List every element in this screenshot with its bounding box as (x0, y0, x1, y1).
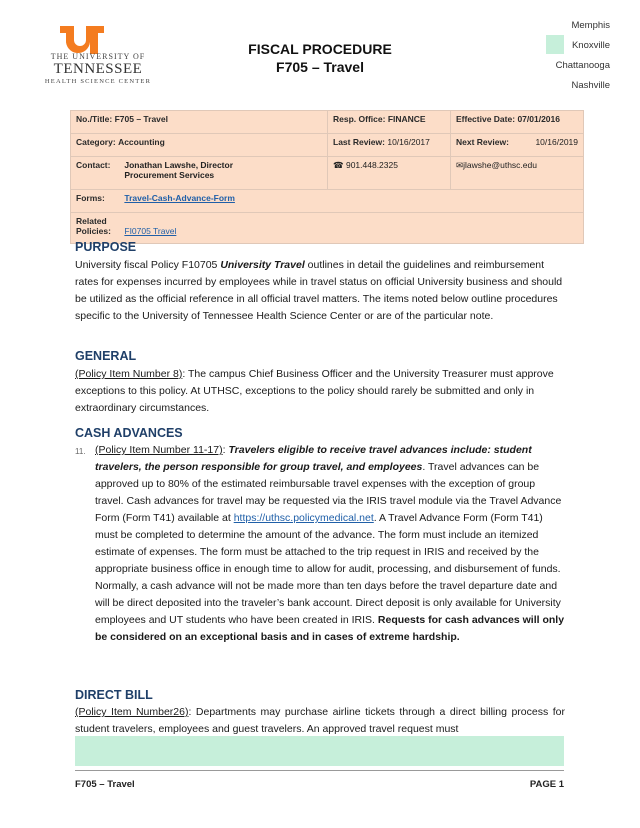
phone-number: 901.448.2325 (345, 160, 398, 170)
last-review-value: 10/16/2017 (387, 137, 430, 147)
direct-bill-policy-ref: (Policy Item Number26) (75, 706, 189, 718)
next-review-cell (451, 134, 584, 157)
related-label-line2: Policies: (76, 226, 111, 236)
related-label (76, 216, 122, 236)
cash-eligibility: Travelers eligible to receive travel advances include: student travelers, the person responsible for group travel, and employees (95, 444, 532, 473)
logo-line2: TENNESSEE (53, 61, 143, 77)
title-line2: F705 – Travel (276, 59, 364, 75)
campus-list (556, 16, 610, 96)
uthsc-logo (28, 24, 168, 86)
footer-page-number: PAGE 1 (529, 779, 564, 790)
resp-office-label: Resp. Office: (333, 114, 386, 124)
resp-office-cell (328, 111, 451, 134)
cash-policy-ref: (Policy Item Number 11-17) (95, 444, 223, 456)
campus-nashville: Nashville (571, 80, 610, 91)
footer-doc-title: F705 – Travel (75, 779, 135, 790)
category-label: Category: (76, 137, 116, 147)
forms-cell (71, 190, 584, 213)
next-review-label: Next Review: (456, 137, 509, 147)
phone-cell (328, 157, 451, 190)
resp-office-value: FINANCE (387, 114, 426, 124)
footer-divider (75, 770, 564, 771)
effective-value: 07/01/2016 (517, 114, 560, 124)
campus-memphis: Memphis (571, 20, 610, 31)
phone-icon: ☎ (333, 160, 344, 170)
cash-text-2: . A Travel Advance Form (Form T41) must be completed to determine the amount of the advance. The form must include an itemized estimate of expenses. The form must be attached to the trip request in IRIS and received by the appropriate business office in enough time to allow for audit, processing, and disbursement of funds. Normally, a cash advance will not be made more than ten days before the travel departure date and will be direct deposited into the traveler’s bank account. Direct deposit is only available for University employees and UT students who have been created in IRIS. (95, 512, 561, 626)
policymedical-link[interactable]: https://uthsc.policymedical.net (233, 512, 374, 524)
purpose-text-1: University fiscal Policy F10705 (75, 259, 221, 271)
forms-link[interactable]: Travel-Cash-Advance-Form (124, 193, 235, 203)
cash-text-1: . Travel advances can be approved up to 80% of the estimated reimbursable travel expenses with the exception of group travel. Cash advances for travel may be requested via the IRIS travel module via the Travel Advance Form (Form T41) available at (95, 461, 562, 524)
contact-cell (71, 157, 328, 190)
logo-line3: HEALTH SCIENCE CENTER (44, 78, 152, 85)
policy-info-table (70, 110, 584, 244)
general-text: : The campus Chief Business Officer and the University Treasurer must approve exceptions to this policy. At UTHSC, exceptions to the policy should rarely be submitted and only in extraordinary circumstances. (75, 368, 554, 414)
no-title-value: F705 – Travel (114, 114, 168, 124)
contact-dept: Procurement Services (124, 170, 215, 180)
cash-colon: : (222, 444, 229, 456)
no-title-cell (71, 111, 328, 134)
related-label-line1: Related (76, 216, 107, 226)
purpose-paragraph (75, 257, 565, 325)
purpose-policy-name: University Travel (220, 259, 305, 271)
purpose-heading: PURPOSE (75, 240, 137, 254)
purpose-text-2: outlines in detail the guidelines and reimbursement rates for expenses incurred by employees while in travel status on official University business and should be utilized as the official reference in all official travel matters. The items noted below outline procedures specific to the University of Tennessee Health Science Center or are of the particular note. (75, 259, 563, 322)
next-review-value: 10/16/2019 (535, 137, 578, 147)
email-address[interactable]: jlawshe@uthsc.edu (463, 160, 537, 170)
cash-hardship-note: Requests for cash advances will only be considered on an exceptional basis and in cases of extreme hardship. (95, 614, 565, 643)
contact-label: Contact: (76, 160, 111, 170)
title-line1: FISCAL PROCEDURE (248, 41, 392, 57)
direct-bill-heading: DIRECT BILL (75, 688, 153, 702)
campus-knoxville: Knoxville (571, 40, 610, 51)
related-policies-cell (71, 213, 584, 244)
campus-chattanooga: Chattanooga (555, 60, 610, 71)
category-value: Accounting (118, 137, 165, 147)
direct-bill-paragraph (75, 704, 565, 738)
page-title (220, 40, 420, 76)
category-cell (71, 134, 328, 157)
last-review-label: Last Review: (333, 137, 385, 147)
no-title-label: No./Title: (76, 114, 113, 124)
effective-date-cell (451, 111, 584, 134)
cash-item-number: 11. (75, 447, 86, 456)
general-policy-ref: (Policy Item Number 8) (75, 368, 183, 380)
email-cell (451, 157, 584, 190)
direct-bill-highlight (75, 736, 564, 766)
effective-label: Effective Date: (456, 114, 516, 124)
forms-label: Forms: (76, 193, 105, 203)
cash-advances-paragraph (95, 442, 565, 646)
general-paragraph (75, 366, 565, 417)
ut-logo-icon (58, 24, 106, 54)
cash-advances-heading: CASH ADVANCES (75, 426, 183, 440)
last-review-cell (328, 134, 451, 157)
direct-bill-text: : Departments may purchase airline tickets through a direct billing process for student travelers, employees and guest travelers. An approved travel request must (75, 706, 565, 735)
related-policy-link[interactable]: FI0705 Travel (124, 226, 177, 236)
envelope-icon: ✉ (456, 160, 464, 170)
logo-line1: THE UNIVERSITY OF (50, 52, 146, 61)
general-heading: GENERAL (75, 349, 137, 363)
contact-name: Jonathan Lawshe, Director (124, 160, 234, 170)
